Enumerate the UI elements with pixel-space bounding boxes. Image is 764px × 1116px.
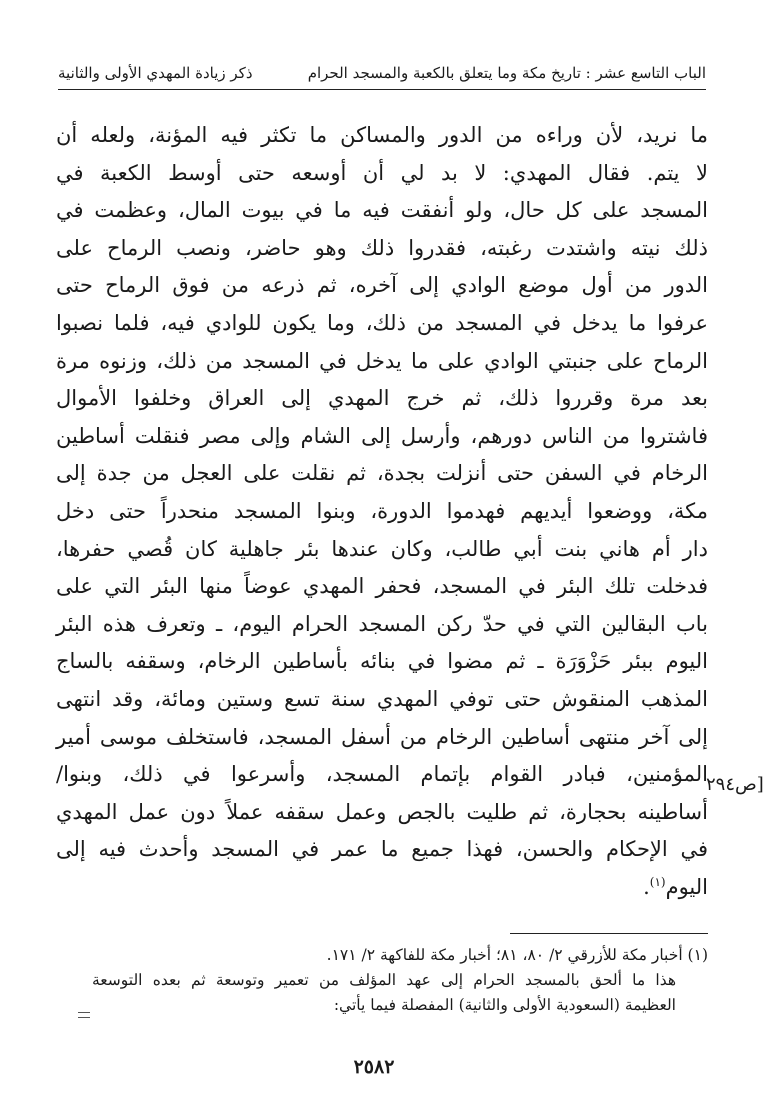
text-line: فدخلت تلك البئر في المسجد، فحفر المهدي عوضاً منها البئر التي على [56,574,708,599]
footnote-1: (١) أخبار مكة للأزرقي ٢/ ٨٠، ٨١؛ أخبار مكة للفاكهة ٢/ ١٧١. [326,946,708,964]
text-line: فاشتروا من الناس دورهم، وأرسل إلى الشام وإلى مصر فنقلت أساطين [56,423,708,448]
text-line: الرخام في السفن حتى أنزلت بجدة، ثم نقلت على العجل من جدة إلى [56,461,708,486]
text-line: المؤمنين، فبادر القوام بإتمام المسجد، وأسرعوا في ذلك، وبنوا/ [56,762,708,787]
text-line: لا يتم. فقال المهدي: لا بد لي أن أوسعه حتى أوسط الكعبة في [56,160,708,185]
footnote-note-line: العظيمة (السعودية الأولى والثانية) المفصلة فيما يأتي: [333,996,676,1014]
text-line: بعد مرة وقرروا ذلك، ثم خرج المهدي إلى العراق وخلفوا الأموال [56,386,708,411]
footnote-divider [510,933,708,934]
text-line: عرفوا ما يدخل في المسجد من ذلك، وما يكون للوادي فيه، فلما نصبوا [56,310,708,335]
text-line: الدور من أول موضع الوادي إلى آخره، ثم ذرعه من فوق الرماح حتى [56,273,708,298]
footnote-continuation-mark [78,1012,90,1018]
page-number: ٢٥٨٢ [353,1056,395,1078]
main-text [56,117,708,906]
text-line: ما نريد، لأن وراءه من الدور والمساكن ما تكثر فيه المؤنة، ولعله أن [56,123,708,147]
text-line: أساطينه بحجارة، ثم طليت بالجص وعمل سقفه عملاً دون عمل المهدي [56,799,708,824]
text-line: دار أم هاني بنت أبي طالب، وكان عندها بئر جاهلية كان قُصي حفرها، [56,536,708,561]
running-header [58,60,706,86]
section-title: ذكر زيادة المهدي الأولى والثانية [58,64,253,82]
footnote-note-line: هذا ما ألحق بالمسجد الحرام إلى عهد المؤلف من تعمير وتوسعة ثم بعده التوسعة [92,971,676,989]
text-line: المسجد على كل حال، ولو أنفقت فيه ما في بيوت المال، وعظمت في [56,198,708,223]
footnote-reference[interactable]: (١) [649,874,666,889]
text-line-last [56,869,708,907]
text-line: في الإحكام والحسن، فهذا جميع ما عمر في المسجد وأحدث فيه إلى [56,837,708,862]
text-line: مكة، ووضعوا أيديهم فهدموا الدورة، وبنوا المسجد منحدراً حتى دخل [56,498,708,523]
header-divider [58,89,706,90]
text-line: باب البقالين التي في حدّ ركن المسجد الحرام اليوم، ـ وتعرف هذه البئر [56,611,708,636]
text-line: المذهب المنقوش حتى توفي المهدي سنة تسع وستين ومائة، وقد انتهى [56,686,708,711]
text-line: اليوم ببئر حَزْوَرَة ـ ثم مضوا في بنائه بأساطين الرخام، وسقفه بالساج [56,649,708,674]
text-line: الرماح على جنبتي الوادي على ما يدخل في المسجد من ذلك، وزنوه مرة [56,348,708,373]
text-line: ذلك نيته واشتدت رغبته، فقدروا ذلك وهو حاضر، ونصب الرماح على [56,235,708,260]
last-line-text: اليوم [665,874,708,899]
chapter-title: الباب التاسع عشر : تاريخ مكة وما يتعلق بالكعبة والمسجد الحرام [307,64,706,82]
last-line-period: . [643,874,650,899]
original-page-marker: [ص٢٩٤ [706,774,764,795]
footnotes [92,943,708,1018]
text-line: إلى آخر منتهى أساطين الرخام من أسفل المسجد، فاستخلف موسى أمير [56,724,708,749]
